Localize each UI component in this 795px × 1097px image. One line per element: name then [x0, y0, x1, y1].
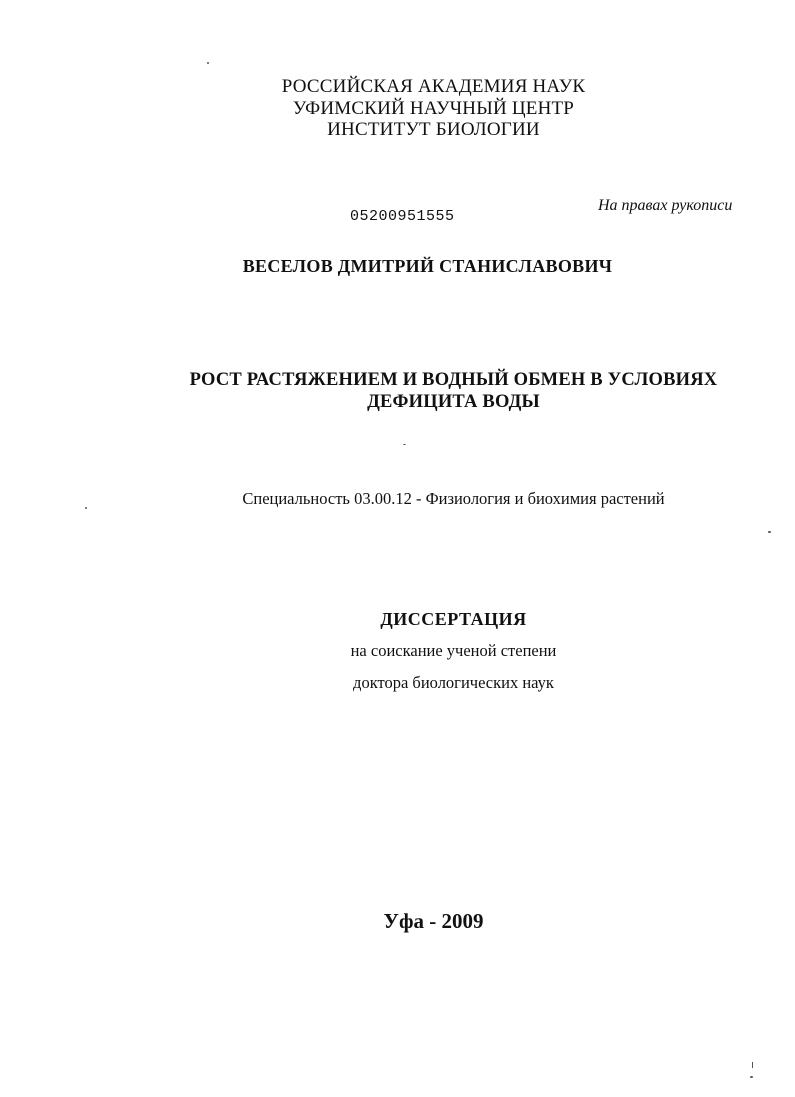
title-line-2: ДЕФИЦИТА ВОДЫ — [367, 392, 540, 412]
place-year: Уфа - 2009 — [383, 909, 484, 933]
scan-speck — [752, 1062, 753, 1068]
document-type: ДИССЕРТАЦИЯ — [380, 609, 527, 629]
degree-line-1: на соискание ученой степени — [350, 641, 557, 660]
degree-line-2: доктора биологических наук — [353, 673, 554, 692]
title-line-1: РОСТ РАСТЯЖЕНИЕМ И ВОДНЫЙ ОБМЕН В УСЛОВИЯХ — [189, 370, 718, 390]
scan-speck — [85, 507, 87, 509]
author-name: ВЕСЕЛОВ ДМИТРИЙ СТАНИСЛАВОВИЧ — [242, 256, 613, 276]
catalog-number: 05200951555 — [350, 208, 455, 225]
org-institute: ИНСТИТУТ БИОЛОГИИ — [327, 119, 540, 140]
scan-speck — [750, 1076, 753, 1078]
scan-speck — [207, 62, 209, 64]
scan-speck — [403, 444, 406, 445]
rights-note: На правах рукописи — [598, 197, 733, 214]
specialty: Специальность 03.00.12 - Физиология и биохимия растений — [242, 489, 665, 508]
org-academy: РОССИЙСКАЯ АКАДЕМИЯ НАУК — [281, 76, 586, 97]
org-center: УФИМСКИЙ НАУЧНЫЙ ЦЕНТР — [292, 98, 575, 119]
scan-speck — [768, 531, 771, 533]
